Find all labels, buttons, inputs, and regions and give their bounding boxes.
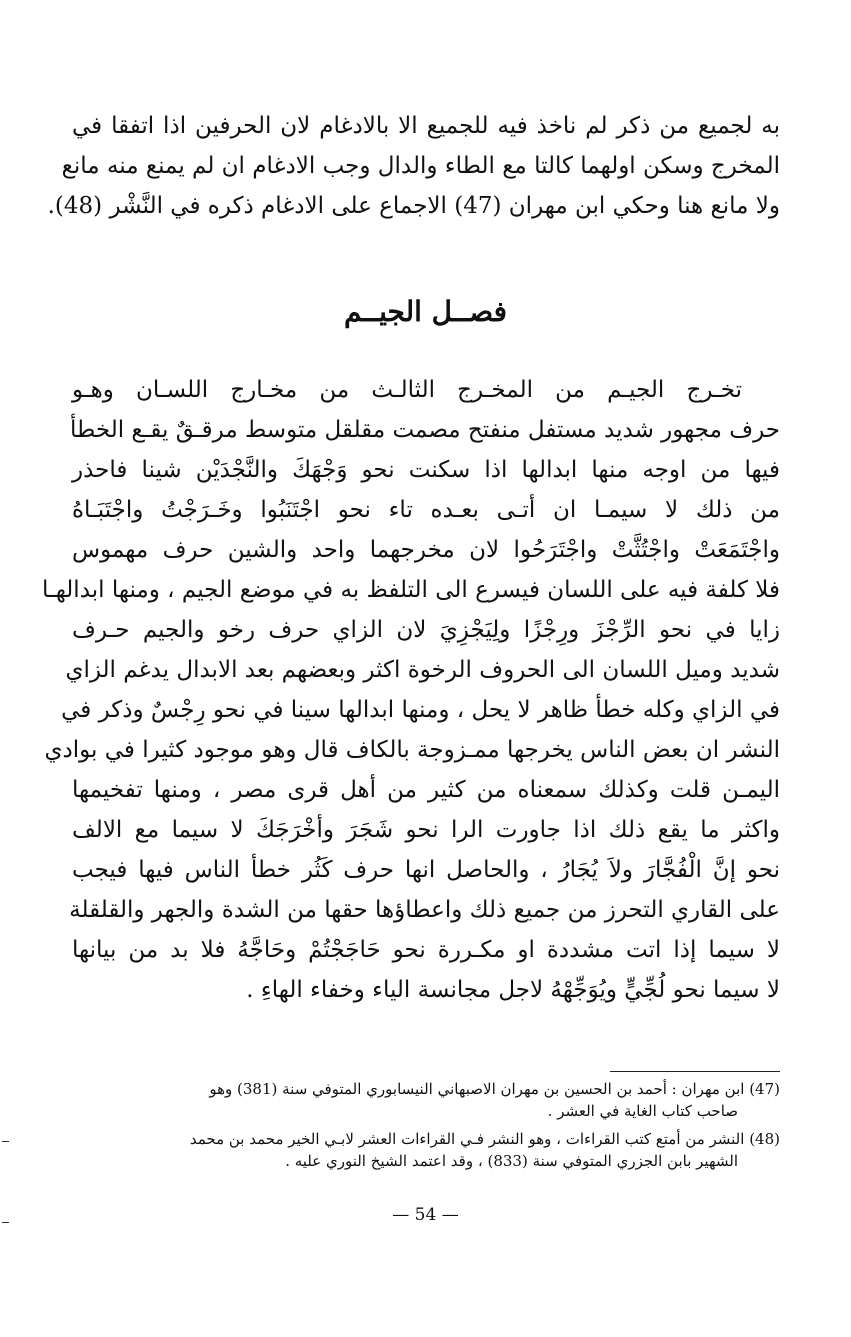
footnote-47: [72, 1078, 780, 1122]
page-number: — 54 —: [392, 1205, 459, 1225]
text-line: ولا مانع هنا وحكي ابن مهران (47) الاجماع على الادغام ذكره في النَّشْر (48).: [47, 193, 780, 219]
text-line: النشر ان بعض الناس يخرجها ممـزوجة بالكاف قال وهو موجود كثيرا في بوادي: [44, 737, 780, 763]
footnote-48: [72, 1128, 780, 1172]
text-line: زايا في نحو الرِّجْزَ ورِجْزًا ولِيَجْزِيَ لان الزاي حرف رخو والجيم حـرف: [72, 617, 780, 643]
footnote-divider: [610, 1071, 780, 1072]
text-line: نحو إنَّ الْفُجَّارَ ولاَ يُجَارُ ، والحاصل انها حرف كَثُر خطأ الناس فيها فيجب: [72, 857, 780, 883]
section-heading: فصــل الجيــم: [344, 295, 507, 328]
text-line: فيها من اوجه منها ابدالها اذا سكنت نحو وَجْهَكَ والنَّجْدَيْن شينا فاحذر: [72, 457, 780, 483]
body-paragraph: [41, 370, 780, 1010]
text-line: من ذلك لا سيمـا ان أتـى بعـده تاء نحو اجْتَنَبُوا وخَـرَجْتُ واجْتَبَـاهُ: [72, 497, 780, 523]
footnote-line: (48) النشر من أمتع كتب القراءات ، وهو النشر فـي القراءات العشر لابـي الخير محمد بن محمد: [189, 1130, 780, 1148]
text-line: لا سيما إذا اتت مشددة او مكـررة نحو حَاجَجْتُمْ وحَاجَّهُ فلا بد من بيانها: [72, 937, 780, 963]
text-line: شديد وميل اللسان الى الحروف الرخوة اكثر وبعضهم بعد الابدال يدغم الزاي: [65, 657, 780, 683]
text-line: حرف مجهور شديد مستفل منفتح مصمت مقلقل متوسط مرقـقٌ يقـع الخطأ: [69, 417, 780, 443]
footnote-line: صاحب كتاب الغاية في العشر .: [547, 1102, 738, 1120]
footnotes: [72, 1078, 780, 1178]
text-line: اليمـن قلت وكذلك سمعناه من كثير من أهل قرى مصر ، ومنها تفخيمها: [72, 777, 780, 803]
text-line: لا سيما نحو لُجِّيٍّ ويُوَجِّهْهُ لاجل مجانسة الياء وخفاء الهاءِ .: [246, 977, 780, 1003]
footnote-line: (47) ابن مهران : أحمد بن الحسين بن مهران الاصبهاني النيسابوري المتوفي سنة (381) وهو: [209, 1080, 780, 1098]
text-line: تخـرج الجيـم من المخـرج الثالـث من مخـارج اللسـان وهـو: [72, 377, 742, 403]
footnote-line: الشهير بابن الجزري المتوفي سنة (833) ، وقد اعتمد الشيخ النوري عليه .: [285, 1152, 738, 1170]
text-line: المخرج وسكن اولهما كالتا مع الطاء والدال وجب الادغام ان لم يمنع منه مانع: [61, 153, 780, 179]
scan-edge-mark: [2, 1222, 9, 1223]
text-line: في الزاي وكله خطأ ظاهر لا يحل ، ومنها ابدالها سينا في نحو رِجْسٌ وذكر في: [61, 697, 780, 723]
text-line: به لجميع من ذكر لم ناخذ فيه للجميع الا بالادغام لان الحرفين اذا اتفقا في: [72, 113, 780, 139]
text-line: فلا كلفة فيه على اللسان فيسرع الى التلفظ به في موضع الجيم ، ومنها ابدالهـا: [41, 577, 780, 603]
text-line: على القاري التحرز من جميع ذلك واعطاؤها حقها من الشدة والجهر والقلقلة: [69, 897, 780, 923]
scan-edge-mark: [2, 1141, 9, 1142]
intro-paragraph: [47, 106, 780, 226]
text-line: واجْتَمَعَتْ واجْتُثَّتْ واجْتَرَحُوا لان مخرجهما واحد والشين حرف مهموس: [72, 537, 780, 563]
text-line: واكثر ما يقع ذلك اذا جاورت الرا نحو شَجَرَ وأخْرَجَكَ لا سيما مع الالف: [72, 817, 780, 843]
